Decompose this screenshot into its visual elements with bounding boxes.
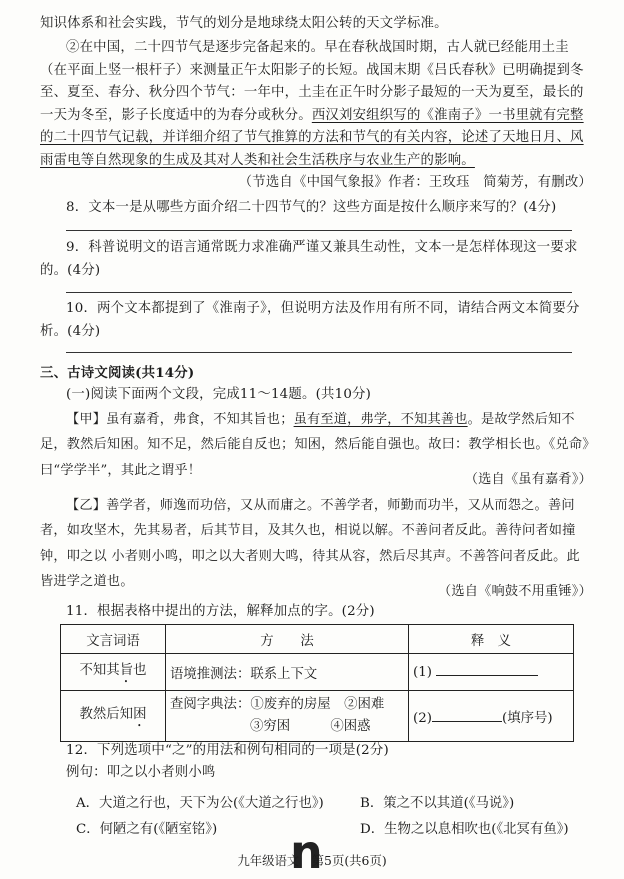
q11-table — [60, 624, 574, 742]
option-b[interactable]: B．策之不以其道(《马说》) — [360, 796, 515, 811]
table-cell-word: 教然后知困 — [61, 691, 166, 742]
table-cell-answer[interactable]: (1) — [409, 654, 574, 691]
underlined-text: 西汉刘安组织写的《淮南子》一书里就有完整的二十四节气记载，并详细介绍了节气推算的方法和节气的有关内容，论述了天地日月、风雨雷电等自然现象的生成及其对人类和社会生活秩序与农业生产的影响。 — [40, 107, 584, 168]
dotted-char: 旨 — [119, 662, 134, 678]
answer-line[interactable] — [66, 292, 572, 293]
jia-text-rest: 。是故学然后知不足，教然后知困。知不足，然后能自反也；知困，然后能自强也。故曰：教学相长也。《兑命》曰“学学半”，其此之谓乎！ — [40, 412, 590, 478]
yi-source: （选自《响鼓不用重锤》） — [437, 584, 592, 599]
table-cell-answer[interactable]: (2) (填序号) — [409, 691, 574, 742]
question-10: 10．两个文本都提到了《淮南子》，但说明方法及作用有所不同，请结合两文本简要分析。(4分) — [40, 301, 580, 339]
passage-yi: 【乙】善学者，师逸而功倍，又从而庸之。不善学者，师勤而功半，又从而怨之。善问者，如攻坚木，先其易者，后其节目，及其久也，相说以解。不善问者反此。善待问者如撞钟，叩之以 小者则小鸣，叩之以大者则大鸣，待其从容，然后尽其声。不善答问者反此。此皆进学之道也。 — [40, 498, 580, 590]
page-footer: 九年级语文 第5页(共6页) — [237, 853, 387, 868]
passage-line: 知识体系和社会实践，节气的划分是地球绕太阳公转的天文学标准。 — [40, 16, 448, 31]
section-title: 三、古诗文阅读(共14分) — [40, 365, 195, 381]
table-cell-word: 不知其旨也 — [61, 654, 166, 691]
jia-underlined: 虽有至道，弗学，不知其善也 — [293, 412, 468, 427]
table-header: 方 法 — [166, 625, 409, 654]
watermark-logo: n — [290, 825, 323, 879]
dotted-char: 困 — [133, 706, 147, 722]
section-subtitle: (一)阅读下面两个文段，完成11～14题。(共10分) — [66, 387, 372, 402]
answer-line[interactable] — [66, 230, 572, 231]
passage-paragraph-2 — [40, 37, 592, 172]
table-header: 文言词语 — [61, 625, 166, 654]
table-row — [61, 654, 574, 691]
question-9: 9．科普说明文的语言通常既力求准确严谨又兼具生动性，文本一是怎样体现这一要求的。(4分) — [40, 240, 578, 278]
table-row — [61, 691, 574, 742]
answer-blank[interactable] — [432, 721, 502, 722]
answer-line[interactable] — [66, 352, 572, 353]
option-c[interactable]: C．何陋之有(《陋室铭》) — [76, 822, 218, 837]
question-8: 8．文本一是从哪些方面介绍二十四节气的？这些方面是按什么顺序来写的？(4分) — [66, 200, 557, 215]
example-sentence: 例句：叩之以小者则小鸣 — [66, 765, 216, 780]
answer-blank[interactable] — [436, 675, 538, 676]
option-a[interactable]: A．大道之行也，天下为公(《大道之行也》) — [76, 796, 324, 811]
question-11: 11．根据表格中提出的方法，解释加点的字。(2分) — [66, 604, 375, 619]
jia-source: （选自《虽有嘉肴》） — [464, 472, 592, 487]
table-cell-method: 语境推测法：联系上下文 — [166, 654, 409, 691]
jia-text: 【甲】虽有嘉肴，弗食，不知其旨也； — [66, 412, 294, 427]
option-d[interactable]: D．生物之以息相吹也(《北冥有鱼》) — [360, 822, 569, 837]
table-cell-method: 查阅字典法：①废弃的房屋 ②困难 ③穷困 ④困惑 — [166, 691, 409, 742]
question-12: 12．下列选项中“之”的用法和例句相同的一项是(2分) — [66, 743, 389, 758]
passage-source: （节选自《中国气象报》作者：王玫珏 简菊芳，有删改） — [238, 175, 592, 190]
paragraph-text: ②在中国，二十四节气是逐步完备起来的。早在春秋战国时期，古人就已经能用土圭（在平面上竖一根杆子）来测量正午太阳影子的长短。战国末期《吕氏春秋》已明确提到冬至、夏至、春分、秋分四个节气：一年中，土圭在正午时分影子最短的一天为夏至，最长的一天为冬至，影子长度适中的为春分或秋分。 — [40, 40, 584, 123]
table-header: 释 义 — [409, 625, 574, 654]
